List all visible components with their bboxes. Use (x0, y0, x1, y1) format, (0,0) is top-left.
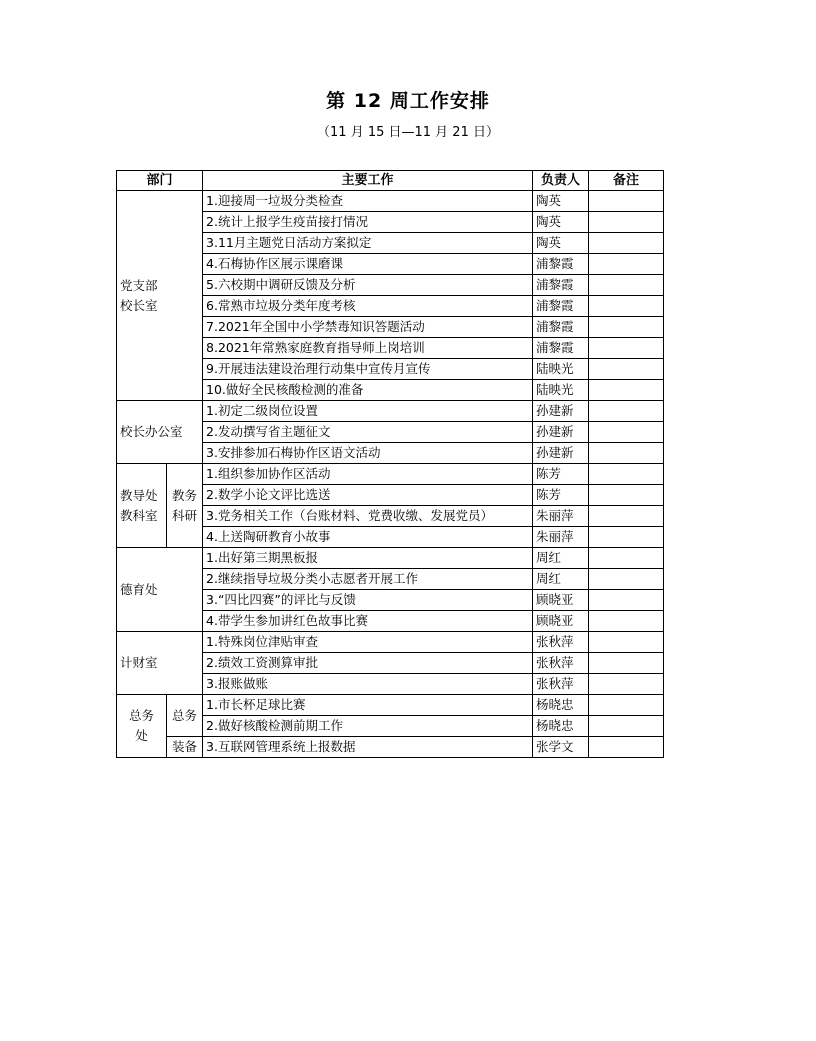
header-dept: 部门 (117, 171, 203, 191)
note-cell (589, 338, 664, 359)
owner-cell: 周红 (533, 548, 589, 569)
dept-cell (117, 401, 203, 464)
owner-cell: 陶英 (533, 191, 589, 212)
table-row (117, 695, 664, 716)
owner-cell: 孙建新 (533, 443, 589, 464)
note-cell (589, 464, 664, 485)
cell-line: 计财室 (120, 655, 158, 670)
cell-line: 校长办公室 (120, 424, 183, 439)
owner-cell: 陈芳 (533, 464, 589, 485)
owner-cell: 杨晓忠 (533, 695, 589, 716)
dept-cell (117, 632, 203, 695)
owner-cell: 张秋萍 (533, 674, 589, 695)
work-cell: 9.开展违法建设治理行动集中宣传月宣传 (203, 359, 533, 380)
work-cell: 3.11月主题党日活动方案拟定 (203, 233, 533, 254)
note-cell (589, 674, 664, 695)
dept-cell (117, 464, 167, 548)
note-cell (589, 275, 664, 296)
owner-cell: 朱丽萍 (533, 506, 589, 527)
cell-line: 教科室 (120, 507, 158, 523)
work-cell: 7.2021年全国中小学禁毒知识答题活动 (203, 317, 533, 338)
owner-cell: 孙建新 (533, 401, 589, 422)
note-cell (589, 254, 664, 275)
owner-cell: 浦黎霞 (533, 338, 589, 359)
work-cell: 1.迎接周一垃圾分类检查 (203, 191, 533, 212)
owner-cell: 张学文 (533, 737, 589, 758)
note-cell (589, 443, 664, 464)
owner-cell: 孙建新 (533, 422, 589, 443)
work-cell: 8.2021年常熟家庭教育指导师上岗培训 (203, 338, 533, 359)
cell-line: 总务 (172, 707, 198, 723)
work-cell: 4.带学生参加讲红色故事比赛 (203, 611, 533, 632)
note-cell (589, 632, 664, 653)
work-cell: 1.特殊岗位津贴审查 (203, 632, 533, 653)
note-cell (589, 233, 664, 254)
owner-cell: 周红 (533, 569, 589, 590)
owner-cell: 陈芳 (533, 485, 589, 506)
owner-cell: 朱丽萍 (533, 527, 589, 548)
work-cell: 6.常熟市垃圾分类年度考核 (203, 296, 533, 317)
work-cell: 1.组织参加协作区活动 (203, 464, 533, 485)
owner-cell: 张秋萍 (533, 632, 589, 653)
header-note: 备注 (589, 171, 664, 191)
work-cell: 3.“四比四赛”的评比与反馈 (203, 590, 533, 611)
owner-cell: 浦黎霞 (533, 254, 589, 275)
work-cell: 2.发动撰写省主题征文 (203, 422, 533, 443)
owner-cell: 张秋萍 (533, 653, 589, 674)
note-cell (589, 422, 664, 443)
work-cell: 4.石梅协作区展示课磨课 (203, 254, 533, 275)
note-cell (589, 695, 664, 716)
note-cell (589, 380, 664, 401)
cell-line: 德育处 (120, 581, 158, 597)
note-cell (589, 296, 664, 317)
note-cell (589, 401, 664, 422)
work-cell: 3.互联网管理系统上报数据 (203, 737, 533, 758)
owner-cell: 陆映光 (533, 359, 589, 380)
dept-cell (117, 191, 203, 401)
cell-line: 党支部 (120, 277, 158, 293)
work-cell: 10.做好全民核酸检测的准备 (203, 380, 533, 401)
work-cell: 1.出好第三期黑板报 (203, 548, 533, 569)
note-cell (589, 737, 664, 758)
work-cell: 3.党务相关工作（台账材料、党费收缴、发展党员） (203, 506, 533, 527)
table-header-row (117, 171, 664, 191)
dept-cell (117, 695, 167, 758)
table-row (117, 632, 664, 653)
note-cell (589, 569, 664, 590)
owner-cell: 浦黎霞 (533, 275, 589, 296)
table-row (117, 464, 664, 485)
table-row (117, 401, 664, 422)
note-cell (589, 191, 664, 212)
note-cell (589, 611, 664, 632)
note-cell (589, 485, 664, 506)
note-cell (589, 716, 664, 737)
work-cell: 1.初定二级岗位设置 (203, 401, 533, 422)
owner-cell: 杨晓忠 (533, 716, 589, 737)
dept-cell (117, 548, 203, 632)
owner-cell: 浦黎霞 (533, 296, 589, 317)
note-cell (589, 506, 664, 527)
subdept-cell (167, 737, 203, 758)
owner-cell: 顾晓亚 (533, 611, 589, 632)
note-cell (589, 317, 664, 338)
owner-cell: 陆映光 (533, 380, 589, 401)
page-title: 第 12 周工作安排 (326, 90, 490, 112)
date-range: （11 月 15 日—11 月 21 日） (317, 125, 499, 140)
cell-line: 总务 (128, 708, 154, 723)
subdept-cell (167, 464, 203, 548)
owner-cell: 陶英 (533, 233, 589, 254)
work-cell: 5.六校期中调研反馈及分析 (203, 275, 533, 296)
cell-line: 装备 (172, 739, 198, 754)
work-cell: 2.继续指导垃圾分类小志愿者开展工作 (203, 569, 533, 590)
work-cell: 3.报账做账 (203, 674, 533, 695)
cell-line: 教务 (172, 487, 198, 503)
note-cell (589, 212, 664, 233)
note-cell (589, 359, 664, 380)
note-cell (589, 527, 664, 548)
work-cell: 3.安排参加石梅协作区语文活动 (203, 443, 533, 464)
cell-line: 教导处 (120, 487, 158, 503)
table-row (117, 548, 664, 569)
note-cell (589, 590, 664, 611)
owner-cell: 浦黎霞 (533, 317, 589, 338)
cell-line: 校长室 (120, 297, 158, 313)
work-cell: 2.数学小论文评比选送 (203, 485, 533, 506)
work-cell: 1.市长杯足球比赛 (203, 695, 533, 716)
note-cell (589, 548, 664, 569)
work-cell: 2.绩效工资测算审批 (203, 653, 533, 674)
work-cell: 2.做好核酸检测前期工作 (203, 716, 533, 737)
header-owner: 负责人 (533, 171, 589, 191)
header-work: 主要工作 (203, 171, 533, 191)
table-row (117, 737, 664, 758)
work-cell: 4.上送陶研教育小故事 (203, 527, 533, 548)
cell-line: 科研 (172, 507, 198, 523)
table-row (117, 191, 664, 212)
schedule-table (116, 170, 664, 758)
note-cell (589, 653, 664, 674)
owner-cell: 顾晓亚 (533, 590, 589, 611)
owner-cell: 陶英 (533, 212, 589, 233)
work-cell: 2.统计上报学生疫苗接打情况 (203, 212, 533, 233)
schedule-body (117, 191, 664, 758)
cell-line: 处 (135, 728, 148, 743)
subdept-cell (167, 695, 203, 737)
